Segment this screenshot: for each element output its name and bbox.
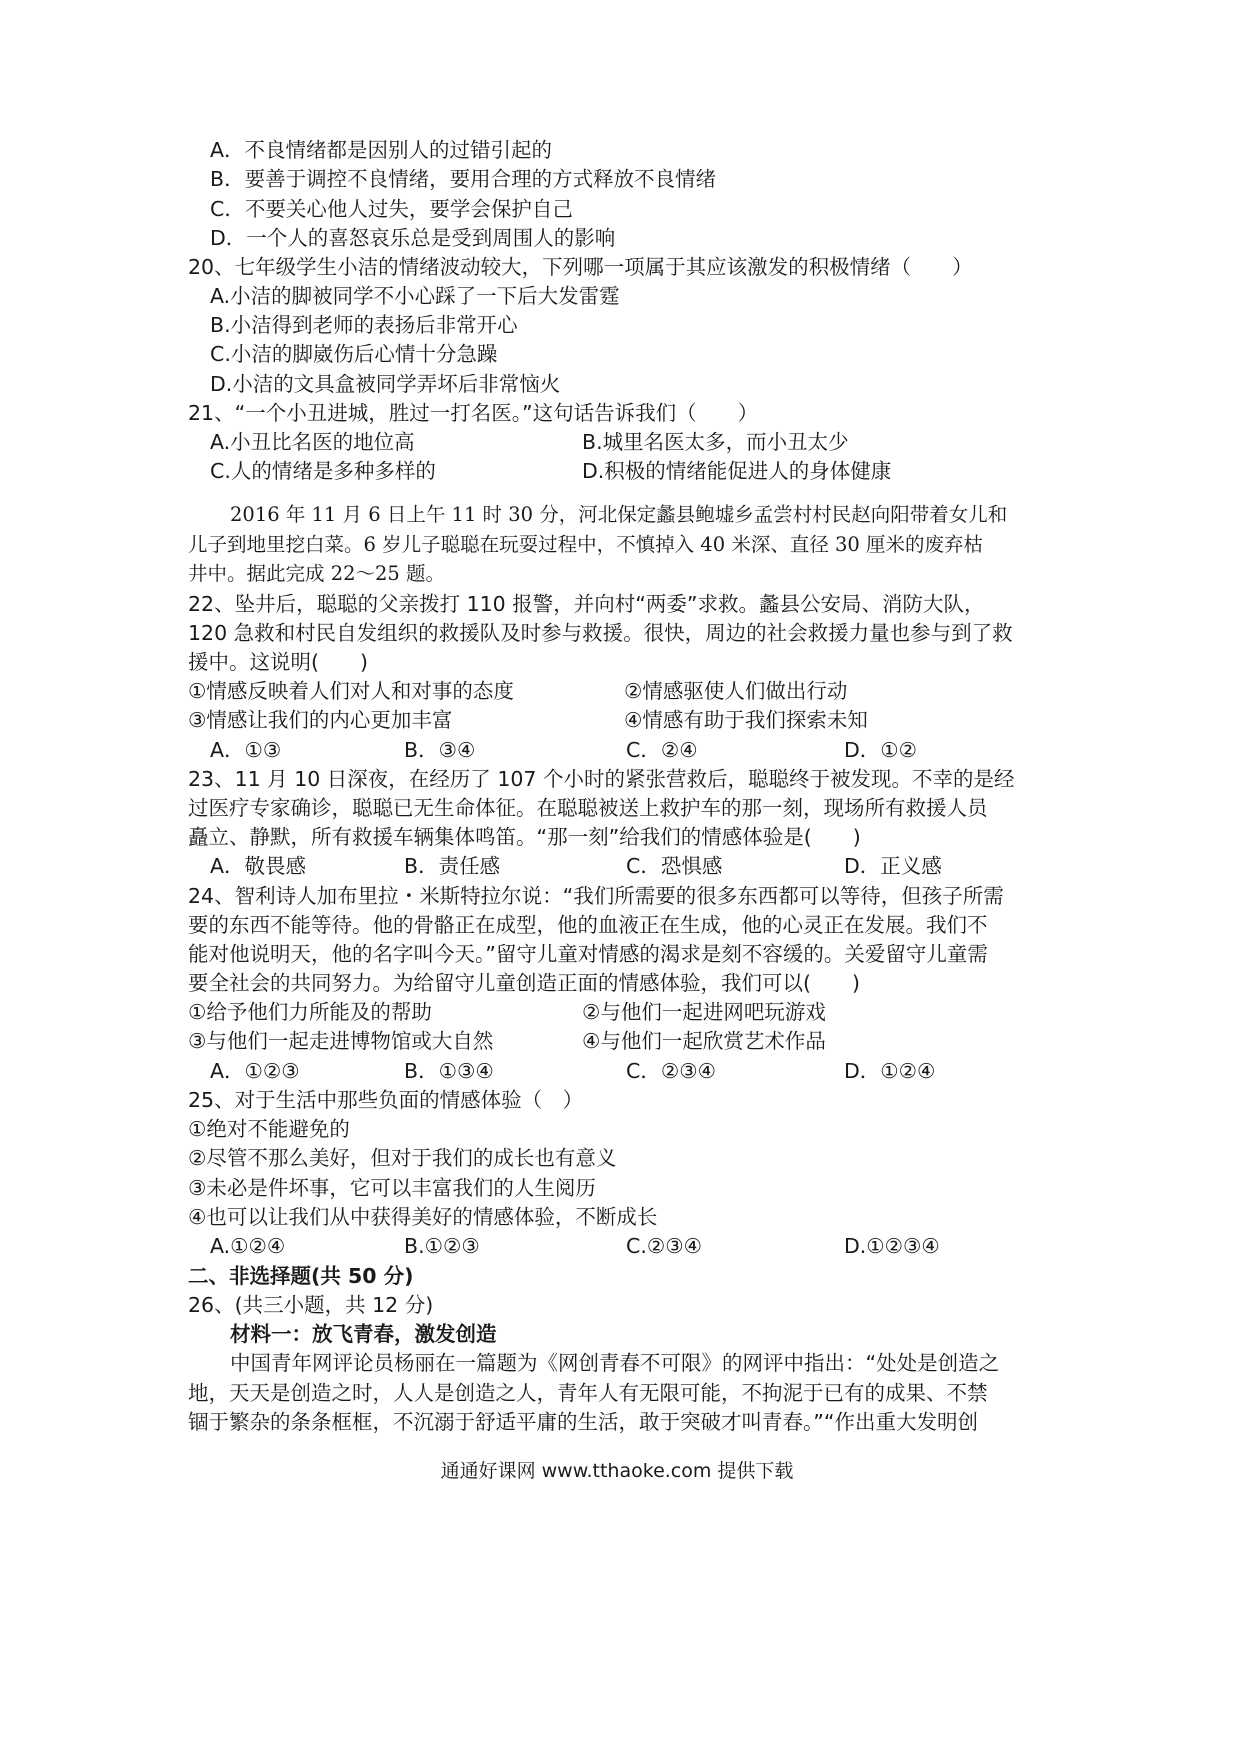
prev-option-b: B．要善于调控不良情绪，要用合理的方式释放不良情绪	[210, 167, 717, 191]
q20-option-c: C.小洁的脚崴伤后心情十分急躁	[210, 342, 498, 366]
q22-statement-4: ④情感有助于我们探索未知	[624, 708, 868, 732]
q25-stem: 25、对于生活中那些负面的情感体验（ ）	[188, 1088, 584, 1112]
q20-option-b: B.小洁得到老师的表扬后非常开心	[210, 313, 518, 337]
q25-statement-1: ①绝对不能避免的	[188, 1117, 350, 1141]
prev-option-d: D．一个人的喜怒哀乐总是受到周围人的影响	[210, 226, 616, 250]
q24-statement-2: ②与他们一起进网吧玩游戏	[582, 1000, 826, 1024]
q22-option-c: C．②④	[626, 738, 698, 762]
q20-stem: 20、七年级学生小洁的情绪波动较大，下列哪一项属于其应该激发的积极情绪（ ）	[188, 255, 973, 279]
q23-option-c: C．恐惧感	[626, 854, 723, 878]
q21-stem: 21、“一个小丑进城，胜过一打名医。”这句话告诉我们（ ）	[188, 401, 759, 425]
q25-option-b: B.①②③	[404, 1234, 480, 1258]
section-heading: 二、非选择题(共 50 分)	[188, 1264, 414, 1288]
q23-stem-2: 过医疗专家确诊，聪聪已无生命体征。在聪聪被送上救护车的那一刻，现场所有救援人员	[188, 796, 988, 820]
q20-option-a: A.小洁的脚被同学不小心踩了一下后大发雷霆	[210, 284, 620, 308]
q24-statement-1: ①给予他们力所能及的帮助	[188, 1000, 432, 1024]
q25-statement-3: ③未必是件坏事，它可以丰富我们的人生阅历	[188, 1176, 596, 1200]
prev-option-c: C．不要关心他人过失，要学会保护自己	[210, 197, 573, 221]
passage-line-3: 井中。据此完成 22～25 题。	[188, 562, 446, 585]
q21-option-d: D.积极的情绪能促进人的身体健康	[582, 459, 892, 483]
q23-option-a: A．敬畏感	[210, 854, 307, 878]
material-line-2: 地，天天是创造之时，人人是创造之人，青年人有无限可能，不拘泥于已有的成果、不禁	[188, 1381, 988, 1405]
q22-statement-2: ②情感驱使人们做出行动	[624, 679, 848, 703]
material-line-1: 中国青年网评论员杨丽在一篇题为《网创青春不可限》的网评中指出：“处处是创造之	[230, 1351, 1000, 1375]
passage-line-1: 2016 年 11 月 6 日上午 11 时 30 分，河北保定蠡县鲍墟乡孟尝村村民赵向阳带着女儿和	[230, 503, 1008, 526]
q23-option-d: D．正义感	[844, 854, 942, 878]
q24-option-c: C．②③④	[626, 1059, 716, 1083]
q21-option-b: B.城里名医太多，而小丑太少	[582, 430, 849, 454]
q22-stem-1: 22、坠井后，聪聪的父亲拨打 110 报警，并向村“两委”求救。蠡县公安局、消防大队，	[188, 592, 985, 616]
material-line-3: 锢于繁杂的条条框框，不沉溺于舒适平庸的生活，敢于突破才叫青春。”“作出重大发明创	[188, 1410, 978, 1434]
q24-option-a: A．①②③	[210, 1059, 300, 1083]
q22-statement-1: ①情感反映着人们对人和对事的态度	[188, 679, 514, 703]
q23-option-b: B．责任感	[404, 854, 501, 878]
q23-stem-1: 23、11 月 10 日深夜，在经历了 107 个小时的紧张营救后，聪聪终于被发现。不幸的是经	[188, 767, 1015, 791]
q22-stem-2: 120 急救和村民自发组织的救援队及时参与救援。很快，周边的社会救援力量也参与到了救	[188, 621, 1013, 645]
page-footer: 通通好课网 www.tthaoke.com 提供下载	[440, 1460, 794, 1482]
q24-stem-3: 能对他说明天，他的名字叫今天。”留守儿童对情感的渴求是刻不容缓的。关爱留守儿童需	[188, 942, 988, 966]
q23-stem-3: 矗立、静默，所有救援车辆集体鸣笛。“那一刻”给我们的情感体验是( )	[188, 825, 861, 849]
q25-option-c: C.②③④	[626, 1234, 702, 1258]
q25-option-d: D.①②③④	[844, 1234, 940, 1258]
q24-statement-4: ④与他们一起欣赏艺术作品	[582, 1029, 826, 1053]
q24-option-d: D．①②④	[844, 1059, 936, 1083]
material-title: 材料一：放飞青春，激发创造	[230, 1322, 497, 1346]
q22-statement-3: ③情感让我们的内心更加丰富	[188, 708, 453, 732]
q24-stem-2: 要的东西不能等待。他的骨骼正在成型，他的血液正在生成，他的心灵正在发展。我们不	[188, 913, 988, 937]
q25-statement-2: ②尽管不那么美好，但对于我们的成长也有意义	[188, 1146, 617, 1170]
q22-option-a: A．①③	[210, 738, 282, 762]
q24-stem-1: 24、智利诗人加布里拉・米斯特拉尔说：“我们所需要的很多东西都可以等待，但孩子所需	[188, 884, 1004, 908]
prev-option-a: A．不良情绪都是因别人的过错引起的	[210, 138, 553, 162]
q26-stem: 26、(共三小题，共 12 分)	[188, 1293, 434, 1317]
q22-option-d: D．①②	[844, 738, 918, 762]
passage-line-2: 儿子到地里挖白菜。6 岁儿子聪聪在玩耍过程中，不慎掉入 40 米深、直径 30 厘米的废弃枯	[188, 533, 984, 556]
q25-option-a: A.①②④	[210, 1234, 286, 1258]
q24-stem-4: 要全社会的共同努力。为给留守儿童创造正面的情感体验，我们可以( )	[188, 971, 860, 995]
q24-option-b: B．①③④	[404, 1059, 494, 1083]
q25-statement-4: ④也可以让我们从中获得美好的情感体验，不断成长	[188, 1205, 658, 1229]
q20-option-d: D.小洁的文具盒被同学弄坏后非常恼火	[210, 372, 561, 396]
q22-option-b: B．③④	[404, 738, 476, 762]
q21-option-a: A.小丑比名医的地位高	[210, 430, 415, 454]
q21-option-c: C.人的情绪是多种多样的	[210, 459, 436, 483]
q22-stem-3: 援中。这说明( )	[188, 650, 368, 674]
q24-statement-3: ③与他们一起走进博物馆或大自然	[188, 1029, 494, 1053]
